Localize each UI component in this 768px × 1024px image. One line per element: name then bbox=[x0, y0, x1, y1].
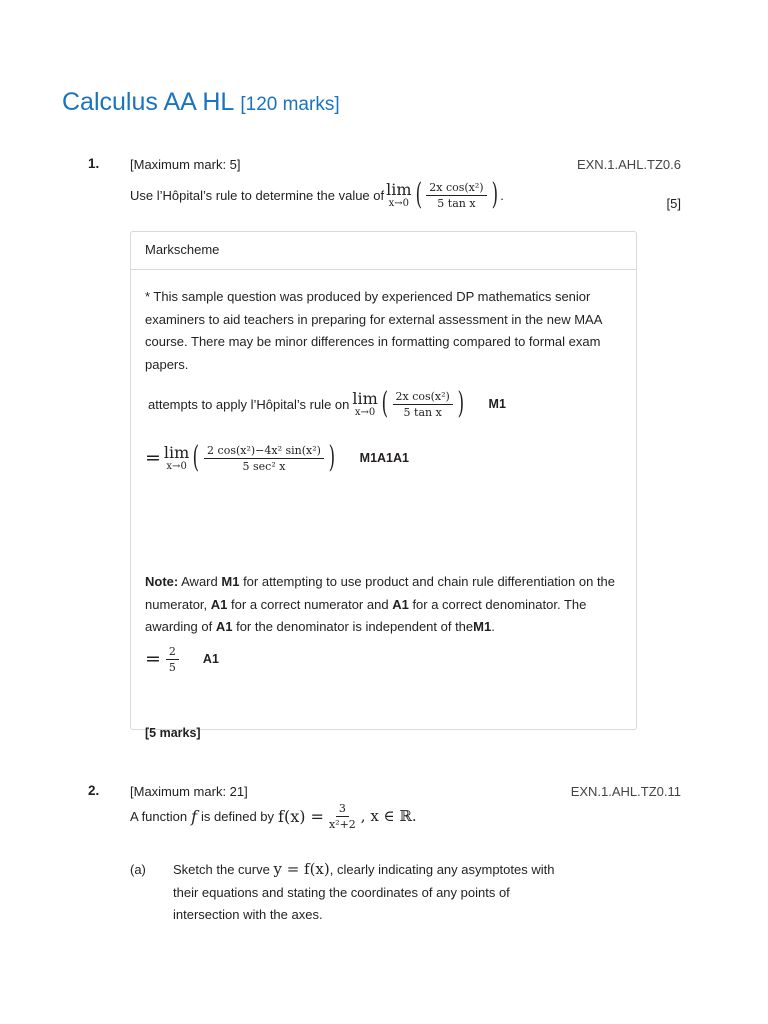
note-text: for attempting to use product and chain rule differentiation on the numerator, bbox=[145, 574, 616, 612]
note-text: for the denominator is independent of the bbox=[236, 619, 474, 634]
question-2-code: EXN.1.AHL.TZ0.11 bbox=[570, 784, 681, 799]
step-3-mark: A1 bbox=[202, 652, 219, 666]
note-mark: M1 bbox=[473, 619, 492, 634]
note-mark: M1 bbox=[221, 574, 240, 589]
note-mark: A1 bbox=[392, 596, 409, 612]
lim-word: lim bbox=[352, 388, 378, 408]
question-2-number: 2. bbox=[88, 783, 100, 798]
question-2-mid: is defined by bbox=[201, 808, 275, 824]
step-3-equals: = bbox=[145, 648, 161, 670]
question-1-suffix: . bbox=[500, 187, 504, 203]
fraction-numerator: 3 bbox=[336, 802, 349, 817]
lim-word: lim bbox=[386, 179, 412, 199]
limit-operator bbox=[163, 442, 190, 472]
step-2-fraction bbox=[204, 444, 324, 473]
markscheme-step-3 bbox=[145, 644, 219, 674]
fraction-denominator: 5 tan x bbox=[403, 405, 442, 419]
function-fraction bbox=[326, 802, 359, 831]
markscheme-total-marks: [5 marks] bbox=[145, 726, 201, 740]
markscheme-box bbox=[130, 231, 637, 740]
step-2-mark: M1A1A1 bbox=[359, 451, 409, 465]
part-a-rest: , clearly indicating any asymptotes with their equations and stating the coordinates of any points of intersection with the axes. bbox=[173, 862, 555, 922]
function-lhs: f(x) = bbox=[278, 806, 324, 826]
lim-word: lim bbox=[163, 442, 190, 462]
question-1-marks: [5] bbox=[666, 196, 681, 211]
markscheme-step-1 bbox=[148, 383, 506, 425]
fraction-denominator: 5 sec² x bbox=[242, 459, 286, 473]
note-text: Award bbox=[181, 574, 218, 589]
page-title bbox=[62, 88, 340, 117]
part-a-label: (a) bbox=[130, 862, 146, 877]
markscheme-intro: * This sample question was produced by experienced DP mathematics senior examiners to aid teachers in preparing for external assessment in the new MAA course. There may be minor differences in formatting compared to formal exam papers. bbox=[145, 289, 602, 372]
lim-subscript: x→0 bbox=[166, 460, 187, 472]
left-paren: ( bbox=[192, 440, 200, 475]
function-symbol: f bbox=[191, 806, 198, 826]
limit-operator bbox=[352, 388, 378, 418]
function-domain: , x ∈ ℝ. bbox=[360, 807, 417, 825]
note-mark: A1 bbox=[215, 619, 233, 634]
title-marks: [120 marks] bbox=[240, 94, 340, 115]
question-2-text bbox=[130, 800, 417, 832]
markscheme-total bbox=[145, 726, 201, 740]
left-paren: ( bbox=[381, 386, 388, 421]
lim-subscript: x→0 bbox=[354, 406, 376, 418]
step-2-equals: = bbox=[145, 447, 161, 469]
step-1-text: attempts to apply l’Hôpital’s rule on bbox=[148, 396, 350, 412]
question-1-code: EXN.1.AHL.TZ0.6 bbox=[576, 157, 681, 172]
right-paren: ) bbox=[491, 177, 498, 212]
question-2-prefix: A function bbox=[130, 808, 188, 824]
lim-subscript: x→0 bbox=[388, 197, 410, 209]
part-a-text bbox=[173, 858, 573, 927]
note-mark: A1 bbox=[210, 596, 228, 612]
markscheme-body bbox=[145, 270, 622, 740]
markscheme-step-2 bbox=[145, 436, 409, 480]
right-paren: ) bbox=[457, 386, 464, 421]
fraction-numerator: 2x cos(x²) bbox=[426, 181, 486, 196]
question-1-fraction bbox=[426, 181, 486, 210]
markscheme-note bbox=[145, 571, 627, 639]
fraction-denominator: 5 bbox=[168, 660, 176, 674]
step-1-mark: M1 bbox=[488, 397, 506, 411]
markscheme-header: Markscheme bbox=[131, 232, 636, 270]
step-3-fraction bbox=[166, 645, 179, 674]
note-label: Note: bbox=[145, 574, 179, 589]
question-1-max-mark: [Maximum mark: 5] bbox=[130, 157, 241, 172]
left-paren: ( bbox=[415, 177, 422, 212]
question-2-max-mark: [Maximum mark: 21] bbox=[130, 784, 248, 799]
question-1-prefix: Use l’Hôpital’s rule to determine the value of bbox=[130, 187, 385, 203]
curve-equation: y = f(x) bbox=[273, 860, 330, 878]
question-1-number: 1. bbox=[88, 156, 100, 171]
step-1-fraction bbox=[393, 390, 453, 419]
fraction-numerator: 2 cos(x²)−4x² sin(x²) bbox=[204, 444, 324, 459]
note-text: for a correct numerator and bbox=[231, 596, 389, 612]
fraction-denominator: x²+2 bbox=[328, 817, 356, 831]
right-paren: ) bbox=[328, 440, 336, 475]
title-text: Calculus AA HL bbox=[62, 88, 234, 116]
note-text: . bbox=[491, 619, 495, 634]
fraction-numerator: 2 bbox=[166, 645, 179, 660]
note-text: for a correct denominator. The awarding of bbox=[145, 596, 587, 634]
fraction-numerator: 2x cos(x²) bbox=[393, 390, 453, 405]
question-1-text bbox=[130, 176, 504, 214]
part-a-prefix: Sketch the curve bbox=[173, 862, 270, 877]
limit-operator bbox=[386, 179, 412, 209]
fraction-denominator: 5 tan x bbox=[437, 196, 476, 210]
